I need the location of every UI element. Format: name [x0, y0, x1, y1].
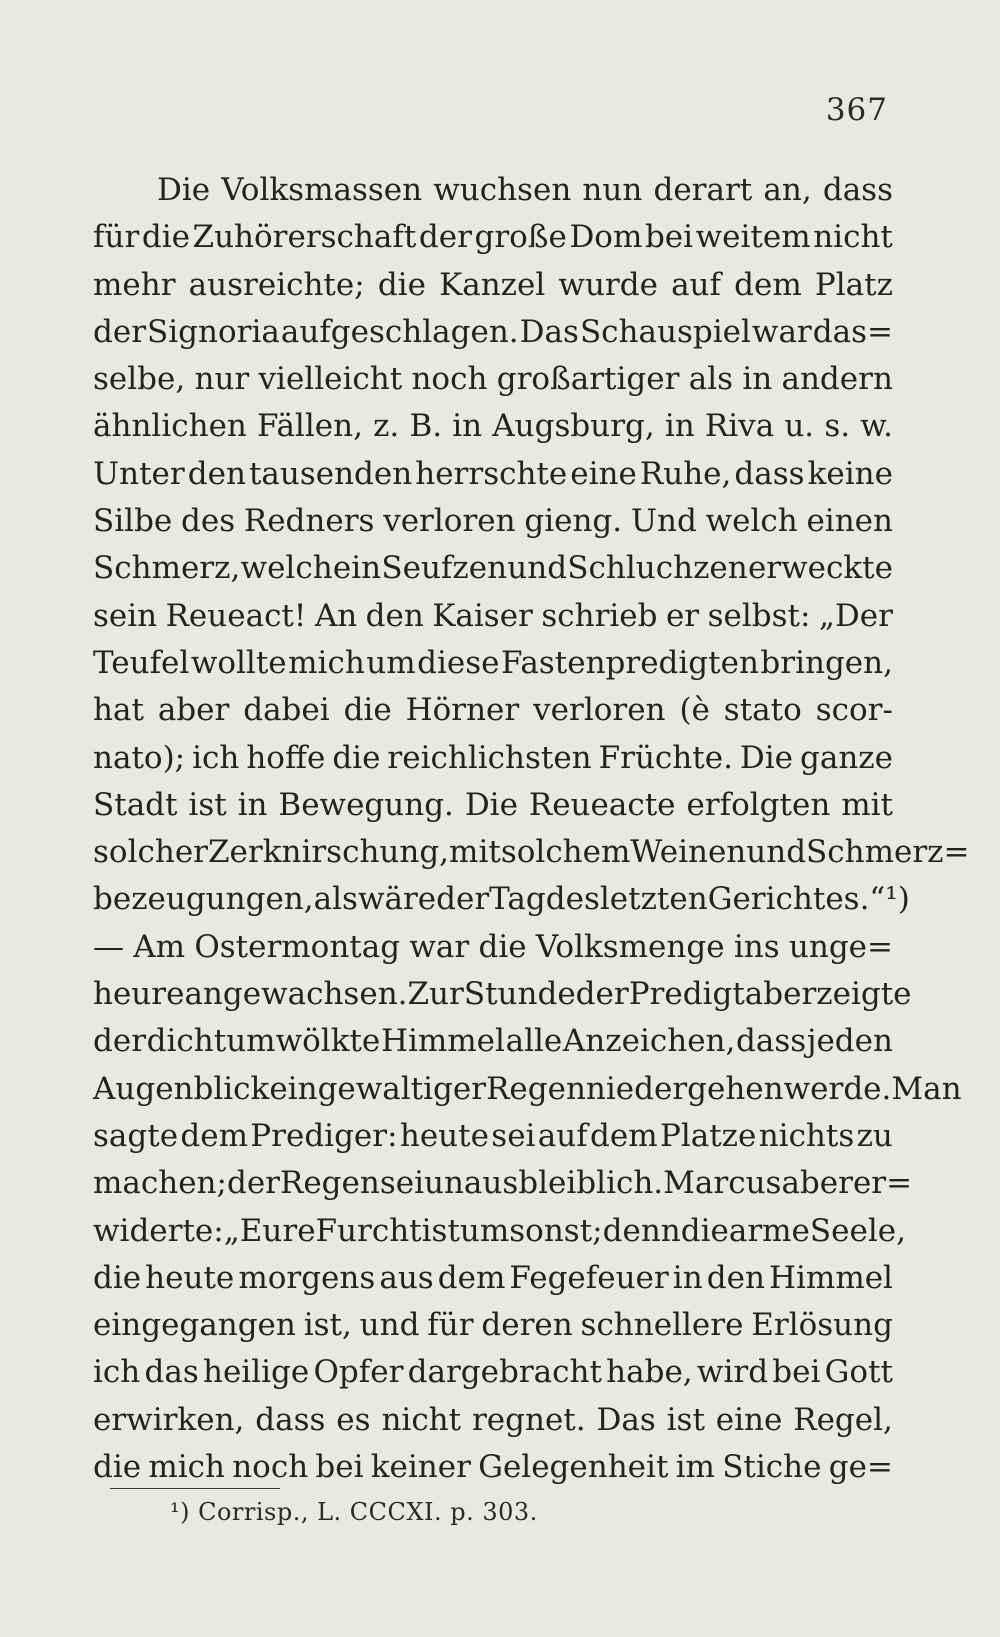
- text-line: für die Zuhörerschaft der große Dom bei weitem nicht: [93, 219, 893, 256]
- text-line: die heute morgens aus dem Fegefeuer in den Himmel: [93, 1259, 893, 1296]
- text-line: Teufel wollte mich um diese Fastenpredigten bringen,: [93, 644, 893, 681]
- text-line: Silbe des Redners verloren gieng. Und welch einen: [93, 503, 893, 540]
- footnote: ¹) Corrisp., L. CCCXI. p. 303.: [170, 1498, 538, 1526]
- footnote-rule: [110, 1488, 280, 1489]
- text-line: der dichtumwölkte Himmel alle Anzeichen, dass jeden: [93, 1023, 893, 1060]
- text-line: heure angewachsen. Zur Stunde der Predigt aber zeigte: [93, 976, 912, 1013]
- text-line: Augenblick ein gewaltiger Regen niedergehen werde. Man: [93, 1070, 962, 1107]
- text-line: — Am Ostermontag war die Volksmenge ins unge=: [93, 928, 893, 965]
- text-line: sagte dem Prediger: heute sei auf dem Platze nichts zu: [93, 1117, 893, 1154]
- text-line: widerte: „Eure Furcht ist umsonst; denn die arme Seele,: [93, 1212, 906, 1249]
- text-line: Stadt ist in Bewegung. Die Reueacte erfolgten mit: [93, 786, 893, 823]
- text-line: eingegangen ist, und für deren schnellere Erlösung: [93, 1307, 893, 1344]
- text-line: Schmerz, welch ein Seufzen und Schluchzen erweckte: [93, 550, 893, 587]
- page-number: 367: [825, 92, 888, 128]
- text-line: ähnlichen Fällen, z. B. in Augsburg, in Riva u. s. w.: [93, 408, 893, 445]
- text-line: Die Volksmassen wuchsen nun derart an, dass: [157, 172, 893, 208]
- text-line: nato); ich hoffe die reichlichsten Früchte. Die ganze: [93, 739, 893, 776]
- text-line: bezeugungen,als wäre der Tag des letzten Gerichtes.“ ¹): [93, 881, 910, 918]
- text-line: ich das heilige Opfer dargebracht habe, wird bei Gott: [93, 1354, 893, 1391]
- text-line: Unter den tausenden herrschte eine Ruhe, dass keine: [93, 455, 893, 492]
- text-line: mehr ausreichte; die Kanzel wurde auf dem Platz: [93, 266, 893, 303]
- text-line: die mich noch bei keiner Gelegenheit im Stiche ge=: [93, 1449, 893, 1486]
- text-line: der Signoria aufgeschlagen. Das Schauspiel war das=: [93, 313, 893, 350]
- text-line: hat aber dabei die Hörner verloren (è stato scor-: [93, 692, 893, 729]
- text-line: sein Reueact! An den Kaiser schrieb er selbst: „Der: [93, 597, 893, 634]
- text-line: solcher Zerknirschung, mit solchem Weinen und Schmerz=: [93, 834, 970, 871]
- text-line: erwirken, dass es nicht regnet. Das ist eine Regel,: [93, 1401, 893, 1438]
- body-text: [93, 172, 970, 1496]
- text-line: machen; der Regen sei unausbleiblich. Marcus aber er=: [93, 1165, 913, 1202]
- text-line: selbe, nur vielleicht noch großartiger als in andern: [93, 361, 893, 398]
